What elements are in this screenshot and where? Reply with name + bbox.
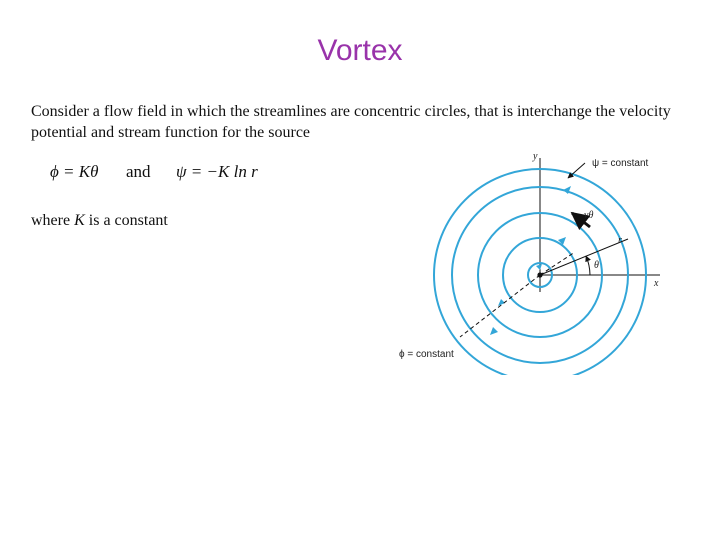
phi-constant-label: ϕ = constant — [399, 349, 454, 360]
constant-note — [31, 212, 168, 230]
constant-symbol: K — [74, 212, 85, 229]
v-theta-label: vθ — [584, 210, 594, 221]
x-axis-label: x — [654, 278, 659, 289]
potential-line — [460, 275, 540, 337]
y-axis-label: y — [533, 151, 538, 162]
constant-note-suffix: is a constant — [84, 212, 168, 229]
constant-note-prefix: where — [31, 212, 75, 229]
vortex-diagram — [390, 145, 670, 375]
intro-paragraph: Consider a flow field in which the streamlines are concentric circles, that is interchange the velocity potential and stream function for the source — [31, 103, 671, 141]
stream-function-equation: ψ = −K ln r — [176, 162, 258, 181]
flow-direction-arrow — [536, 264, 542, 270]
theta-arc — [586, 256, 590, 275]
flow-direction-arrow — [490, 327, 498, 335]
equation-conjunction: and — [126, 162, 151, 181]
slide-title: Vortex — [317, 34, 403, 67]
radius-line — [540, 239, 628, 275]
velocity-potential-equation: ϕ = Kθ — [50, 162, 99, 181]
theta-label: θ — [594, 260, 599, 271]
r-label: r — [618, 235, 622, 246]
psi-constant-label: ψ = constant — [592, 158, 649, 169]
